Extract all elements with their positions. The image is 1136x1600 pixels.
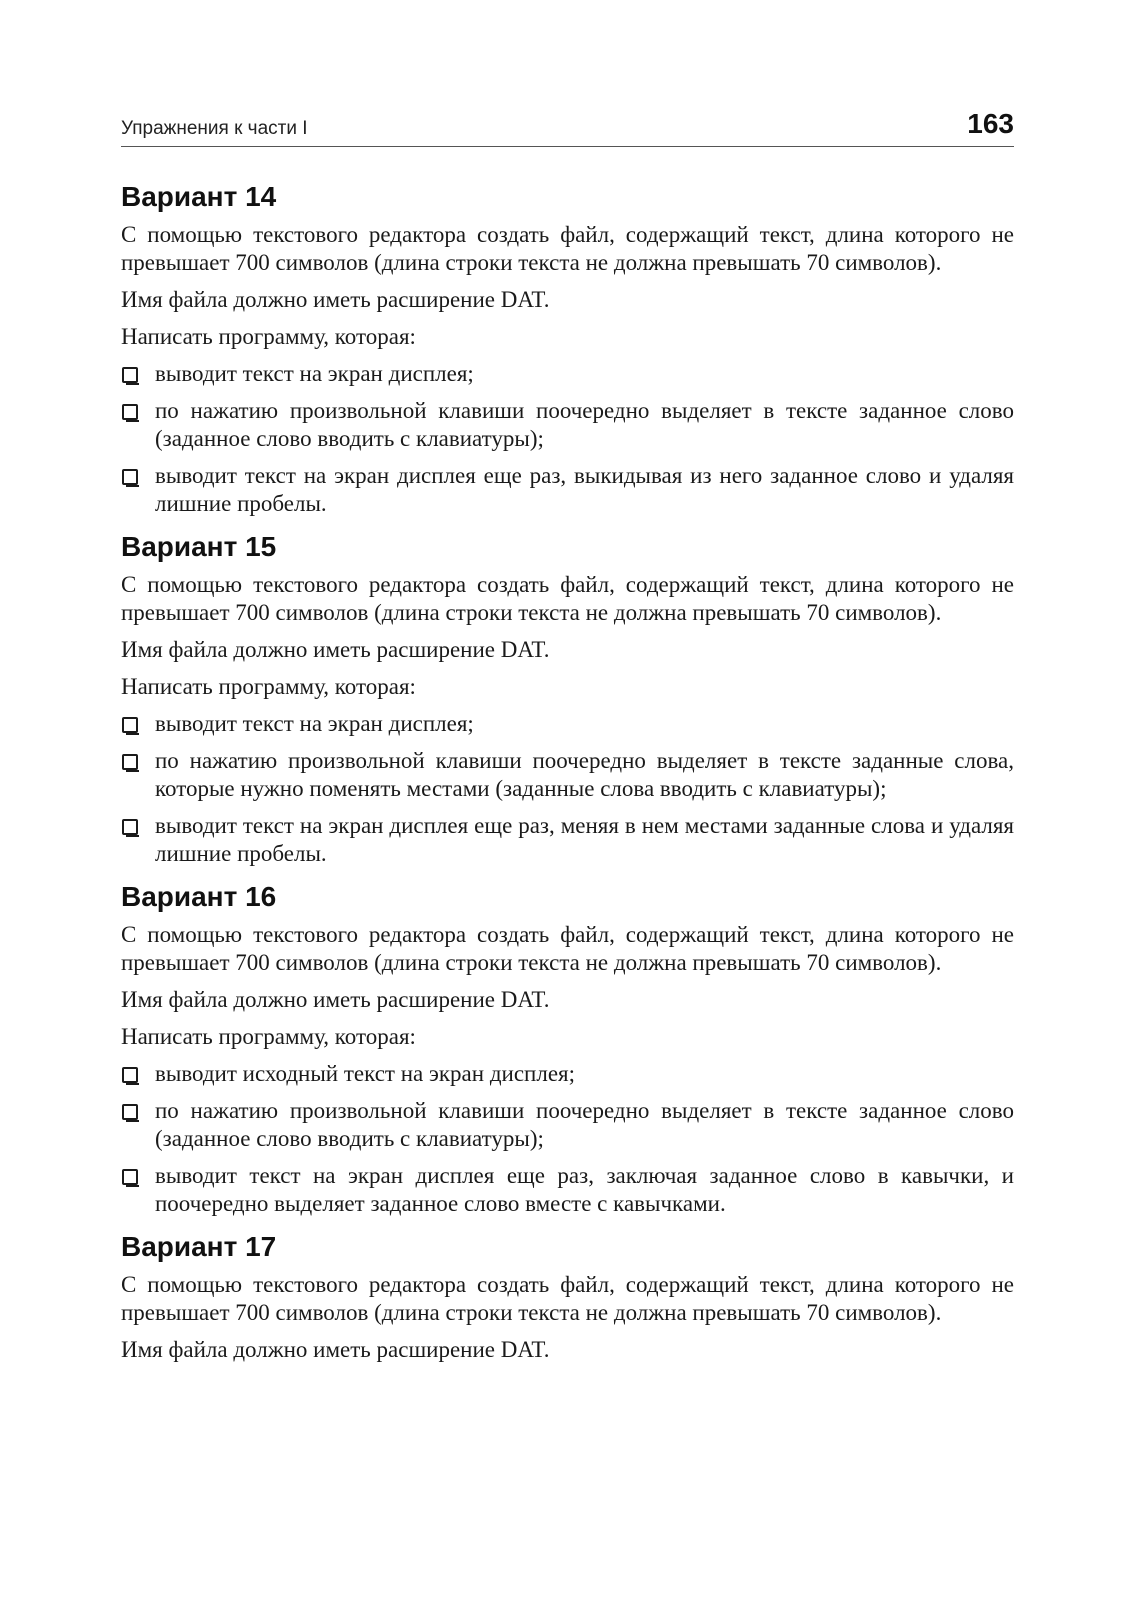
variant-title: Вариант 15: [121, 531, 277, 562]
variant-title: Вариант 17: [121, 1231, 277, 1262]
variant-15: [121, 527, 1014, 868]
list-item: [121, 1060, 1014, 1088]
checkbox-icon: [122, 1169, 138, 1185]
variant-task: Написать программу, которая:: [121, 674, 416, 699]
variant-title: Вариант 16: [121, 881, 277, 912]
list-item: [121, 360, 1014, 388]
list-item-text: выводит текст на экран дисплея еще раз, заключая заданное слово в кавычки, и поочередно выделяет заданное слово вместе с кавычками.: [155, 1163, 1014, 1216]
list-item: [121, 747, 1014, 803]
variant-17: [121, 1227, 1014, 1364]
list-item: [121, 1097, 1014, 1153]
running-header: [121, 108, 1014, 147]
variant-extension: Имя файла должно иметь расширение DAT.: [121, 987, 550, 1012]
list-item-text: выводит текст на экран дисплея;: [155, 711, 474, 736]
variant-intro: С помощью текстового редактора создать файл, содержащий текст, длина которого не превышает 700 символов (длина строки текста не должна превышать 70 символов).: [121, 572, 1014, 625]
list-item: [121, 710, 1014, 738]
list-item-text: выводит текст на экран дисплея;: [155, 361, 474, 386]
variant-16: [121, 877, 1014, 1218]
page-content: [121, 177, 1014, 1373]
variant-intro: С помощью текстового редактора создать файл, содержащий текст, длина которого не превышает 700 символов (длина строки текста не должна превышать 70 символов).: [121, 222, 1014, 275]
variant-14: [121, 177, 1014, 518]
variant-extension: Имя файла должно иметь расширение DAT.: [121, 637, 550, 662]
variant-task: Написать программу, которая:: [121, 1024, 416, 1049]
checkbox-icon: [122, 367, 138, 383]
checkbox-icon: [122, 717, 138, 733]
variant-intro: С помощью текстового редактора создать файл, содержащий текст, длина которого не превышает 700 символов (длина строки текста не должна превышать 70 символов).: [121, 1272, 1014, 1325]
checkbox-icon: [122, 404, 138, 420]
list-item-text: по нажатию произвольной клавиши поочередно выделяет в тексте заданные слова, которые нужно поменять местами (заданные слова вводить с клавиатуры);: [155, 748, 1014, 801]
variant-title: Вариант 14: [121, 181, 277, 212]
checkbox-icon: [122, 1104, 138, 1120]
variant-task: Написать программу, которая:: [121, 324, 416, 349]
list-item: [121, 812, 1014, 868]
list-item-text: выводит текст на экран дисплея еще раз, выкидывая из него заданное слово и удаляя лишние пробелы.: [155, 463, 1014, 516]
list-item-text: выводит исходный текст на экран дисплея;: [155, 1061, 575, 1086]
variant-extension: Имя файла должно иметь расширение DAT.: [121, 287, 550, 312]
checkbox-icon: [122, 1067, 138, 1083]
list-item-text: выводит текст на экран дисплея еще раз, меняя в нем местами заданные слова и удаляя лишние пробелы.: [155, 813, 1014, 866]
checkbox-icon: [122, 754, 138, 770]
page-number: 163: [967, 108, 1014, 139]
list-item: [121, 397, 1014, 453]
variant-intro: С помощью текстового редактора создать файл, содержащий текст, длина которого не превышает 700 символов (длина строки текста не должна превышать 70 символов).: [121, 922, 1014, 975]
checkbox-icon: [122, 469, 138, 485]
list-item: [121, 462, 1014, 518]
running-title: Упражнения к части I: [121, 118, 308, 139]
variant-extension: Имя файла должно иметь расширение DAT.: [121, 1337, 550, 1362]
list-item-text: по нажатию произвольной клавиши поочередно выделяет в тексте заданное слово (заданное слово вводить с клавиатуры);: [155, 1098, 1014, 1151]
list-item-text: по нажатию произвольной клавиши поочередно выделяет в тексте заданное слово (заданное слово вводить с клавиатуры);: [155, 398, 1014, 451]
checkbox-icon: [122, 819, 138, 835]
list-item: [121, 1162, 1014, 1218]
